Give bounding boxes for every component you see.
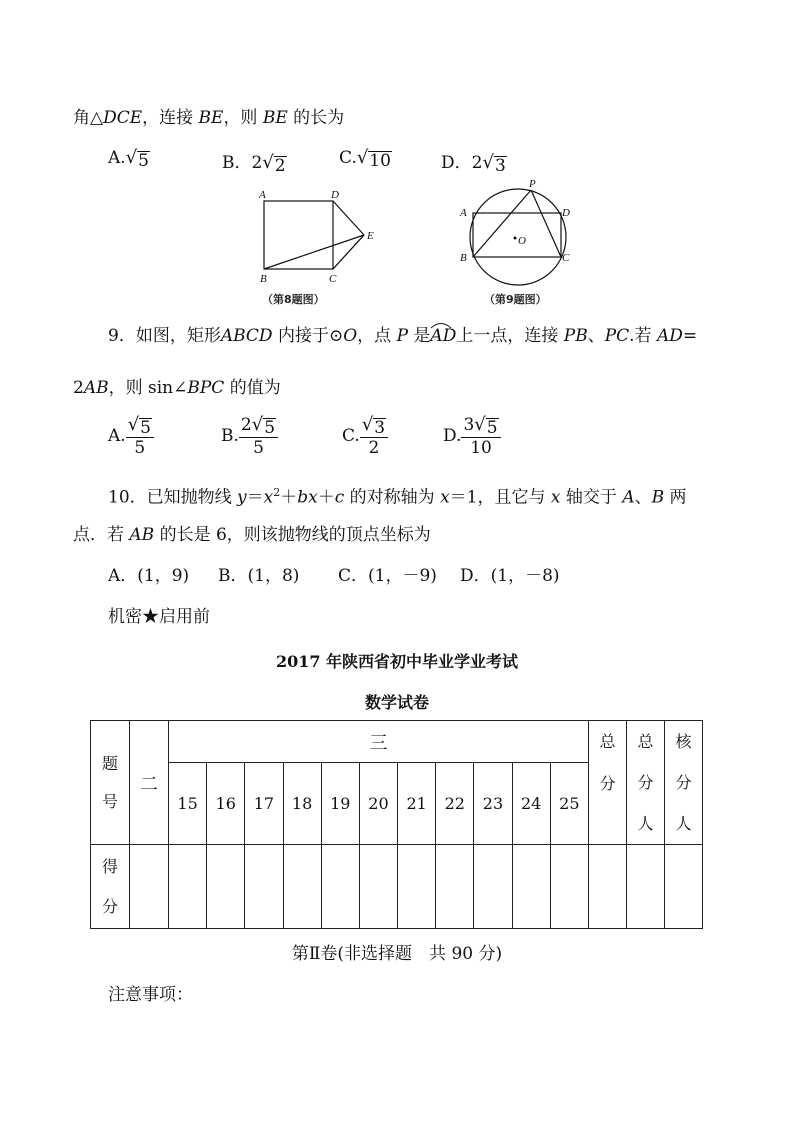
fig8-segment-de	[333, 201, 364, 235]
header-char: 总	[637, 732, 654, 751]
q8-stem	[73, 108, 344, 128]
coefficient: 3	[463, 415, 475, 435]
q10-var: c	[334, 487, 345, 508]
row-char: 得	[101, 856, 118, 876]
q10-var: B	[651, 487, 665, 508]
sqrt-value: 5	[140, 418, 151, 438]
header-q19: 19	[321, 763, 359, 845]
score-cell-15[interactable]	[169, 845, 207, 929]
header-char: 核	[675, 732, 692, 751]
q10-part: 10．已知抛物线	[108, 487, 238, 508]
header-char: 人	[675, 814, 692, 833]
header-zongfen	[589, 721, 627, 845]
q10-var: x	[440, 487, 450, 508]
q8-option-c	[339, 148, 392, 170]
fig9-rectangle	[473, 213, 561, 257]
header-char: 分	[599, 774, 616, 793]
score-cell-total[interactable]	[589, 845, 627, 929]
header-er: 二	[130, 721, 169, 845]
fraction: √ 3 2	[360, 415, 388, 458]
q9-var: PB	[563, 326, 588, 346]
q10-option-a: A．(1，9)	[108, 566, 190, 586]
fig8-label-d: D	[331, 189, 339, 201]
score-cell-22[interactable]	[436, 845, 474, 929]
sqrt: √ 5	[125, 147, 149, 171]
option-label: C.	[342, 426, 360, 446]
q9-option-d	[443, 415, 501, 458]
header-q24: 24	[512, 763, 550, 845]
q8-stem-part: 的长为	[287, 108, 345, 128]
q8-var: DCE	[103, 108, 143, 128]
score-cell-16[interactable]	[207, 845, 245, 929]
header-q17: 17	[245, 763, 283, 845]
sqrt-value: 3	[374, 418, 386, 438]
q8-stem-part: 角△	[73, 108, 104, 128]
option-label: B.	[221, 426, 239, 446]
denominator: 5	[134, 438, 146, 458]
q10-part: ＋	[317, 487, 335, 508]
q9-var: AD	[656, 326, 683, 346]
q9-var: P	[396, 326, 409, 346]
fig9-caption: （第9题图）	[484, 293, 547, 306]
q9-line-2	[73, 378, 281, 398]
header-char: 题	[101, 753, 118, 773]
fig8-label-a: A	[259, 189, 266, 201]
q8-stem-part: ，则	[223, 108, 263, 128]
score-cell-scorer[interactable]	[627, 845, 665, 929]
exam-title: 2017 年陕西省初中毕业学业考试	[275, 652, 519, 671]
option-label: C.	[339, 148, 357, 168]
score-cell-24[interactable]	[512, 845, 550, 929]
score-cell-17[interactable]	[245, 845, 283, 929]
header-q25: 25	[550, 763, 588, 845]
header-hefenren	[665, 721, 703, 845]
header-q22: 22	[436, 763, 474, 845]
q9-option-c	[342, 415, 388, 458]
fig8-label-e: E	[367, 230, 374, 242]
score-cell-25[interactable]	[550, 845, 588, 929]
subject-title: 数学试卷	[364, 693, 429, 712]
q9-part: =	[682, 326, 698, 346]
header-q21: 21	[398, 763, 436, 845]
header-char: 总	[599, 732, 616, 751]
q8-option-b	[222, 148, 287, 175]
fig9-label-p: P	[529, 178, 536, 190]
q10-option-d: D．(1，－8)	[460, 566, 560, 586]
fig9-center-dot	[514, 237, 517, 240]
q10-var: y	[237, 487, 247, 508]
header-q20: 20	[359, 763, 397, 845]
q10-part: 的长是 6，则该抛物线的顶点坐标为	[154, 525, 431, 545]
arc-ad	[430, 326, 456, 346]
fraction: √ 5 5	[126, 415, 154, 458]
q8-var: BE	[198, 108, 224, 128]
q10-option-b: B．(1，8)	[218, 566, 300, 586]
q10-line-2	[73, 525, 431, 545]
fig9-label-o: O	[518, 235, 526, 247]
arc-mark-icon	[430, 321, 452, 329]
denominator: 10	[470, 438, 492, 458]
q9-part: 的值为	[224, 378, 281, 398]
sqrt-value: 5	[138, 151, 149, 171]
secret-notice: 机密★启用前	[108, 607, 210, 627]
q9-var: ABCD	[220, 326, 273, 346]
score-cell-er[interactable]	[130, 845, 169, 929]
notes-title: 注意事项：	[108, 985, 193, 1005]
q9-part: 是	[408, 326, 431, 346]
q9-part: 、	[587, 326, 605, 346]
score-cell-18[interactable]	[283, 845, 321, 929]
arc-label: AD	[430, 326, 457, 346]
header-q15: 15	[169, 763, 207, 845]
q9-part: 9．如图，矩形	[108, 326, 221, 346]
q10-exponent: 2	[273, 486, 281, 499]
fig8-label-b: B	[260, 273, 267, 285]
q10-part: ＝	[246, 487, 264, 508]
q10-var: x	[550, 487, 561, 508]
sqrt-value: 5	[486, 418, 498, 438]
score-cell-19[interactable]	[321, 845, 359, 929]
header-q16: 16	[207, 763, 245, 845]
header-tihao	[91, 721, 130, 845]
q10-var: AB	[129, 525, 155, 545]
option-label: A.	[108, 426, 126, 446]
part-2-title: 第Ⅱ卷(非选择题 共 90 分)	[291, 944, 503, 964]
fig8-caption: （第8题图）	[262, 293, 325, 306]
q10-part: 点．若	[73, 525, 130, 545]
q8-stem-part: ，连接	[142, 108, 199, 128]
sqrt-value: 10	[369, 151, 391, 171]
q9-part: ，则 sin∠	[108, 378, 188, 398]
q9-part: ，点	[357, 326, 397, 346]
header-q23: 23	[474, 763, 512, 845]
sqrt-value: 2	[274, 156, 286, 176]
q10-option-c: C．(1，－9)	[338, 566, 437, 586]
q10-part: 轴交于	[560, 487, 623, 508]
header-q18: 18	[283, 763, 321, 845]
sqrt-value: 5	[264, 418, 276, 438]
header-char: 人	[637, 814, 654, 833]
sqrt: √ 3	[482, 152, 506, 176]
q8-option-a	[108, 148, 150, 170]
q9-var: O	[343, 326, 358, 346]
header-char: 分	[637, 773, 654, 792]
q10-var: x	[263, 487, 274, 508]
header-san: 三	[169, 721, 589, 763]
option-label: D．2	[441, 153, 483, 173]
row-defen-label	[91, 845, 130, 929]
q8-option-d	[441, 148, 507, 175]
fig9-label-d: D	[562, 207, 570, 219]
score-cell-21[interactable]	[398, 845, 436, 929]
q9-part: .若	[629, 326, 657, 346]
q10-part: 、	[634, 487, 652, 508]
q9-var: BPC	[187, 378, 225, 398]
figure-9	[455, 175, 585, 295]
q10-var: A	[622, 487, 635, 508]
q9-part: 2	[73, 378, 84, 398]
q10-line-1	[108, 483, 687, 508]
q9-option-b	[221, 415, 278, 458]
option-label: A.	[108, 148, 126, 168]
q10-part: ＝1，且它与	[449, 487, 551, 508]
denominator: 2	[368, 438, 380, 458]
q10-part: ＋	[280, 487, 298, 508]
header-zongfenren	[627, 721, 665, 845]
q10-part: 的对称轴为	[344, 487, 441, 508]
fraction: 2 √ 5 5	[239, 415, 278, 458]
fig9-label-b: B	[460, 252, 467, 264]
score-cell-20[interactable]	[359, 845, 397, 929]
score-cell-checker[interactable]	[665, 845, 703, 929]
option-label: B．2	[222, 153, 263, 173]
score-table	[90, 720, 703, 929]
q10-var: b	[297, 487, 309, 508]
q9-line-1	[108, 326, 697, 346]
sqrt-value: 3	[494, 156, 506, 176]
option-label: D.	[443, 426, 462, 446]
q9-var: PC	[604, 326, 630, 346]
fig9-label-a: A	[460, 207, 467, 219]
sqrt: √ 2	[262, 152, 286, 176]
q10-part: 两	[664, 487, 687, 508]
q9-var: AB	[83, 378, 109, 398]
q8-var: BE	[262, 108, 288, 128]
fig9-segment-pc	[531, 190, 561, 257]
score-cell-23[interactable]	[474, 845, 512, 929]
q9-option-a	[108, 415, 154, 458]
header-char: 分	[675, 773, 692, 792]
denominator: 5	[253, 438, 264, 458]
sqrt: √ 10	[356, 147, 391, 171]
header-char: 号	[101, 791, 118, 811]
fraction: 3 √ 5 10	[461, 415, 500, 458]
row-char: 分	[101, 896, 118, 916]
fig9-label-c: C	[562, 252, 570, 264]
q9-part: 上一点，连接	[456, 326, 564, 346]
q9-part: 内接于⊙	[272, 326, 344, 346]
fig8-square	[264, 201, 333, 269]
q10-var: x	[308, 487, 318, 508]
coefficient: 2	[240, 415, 252, 435]
fig8-label-c: C	[329, 273, 337, 285]
